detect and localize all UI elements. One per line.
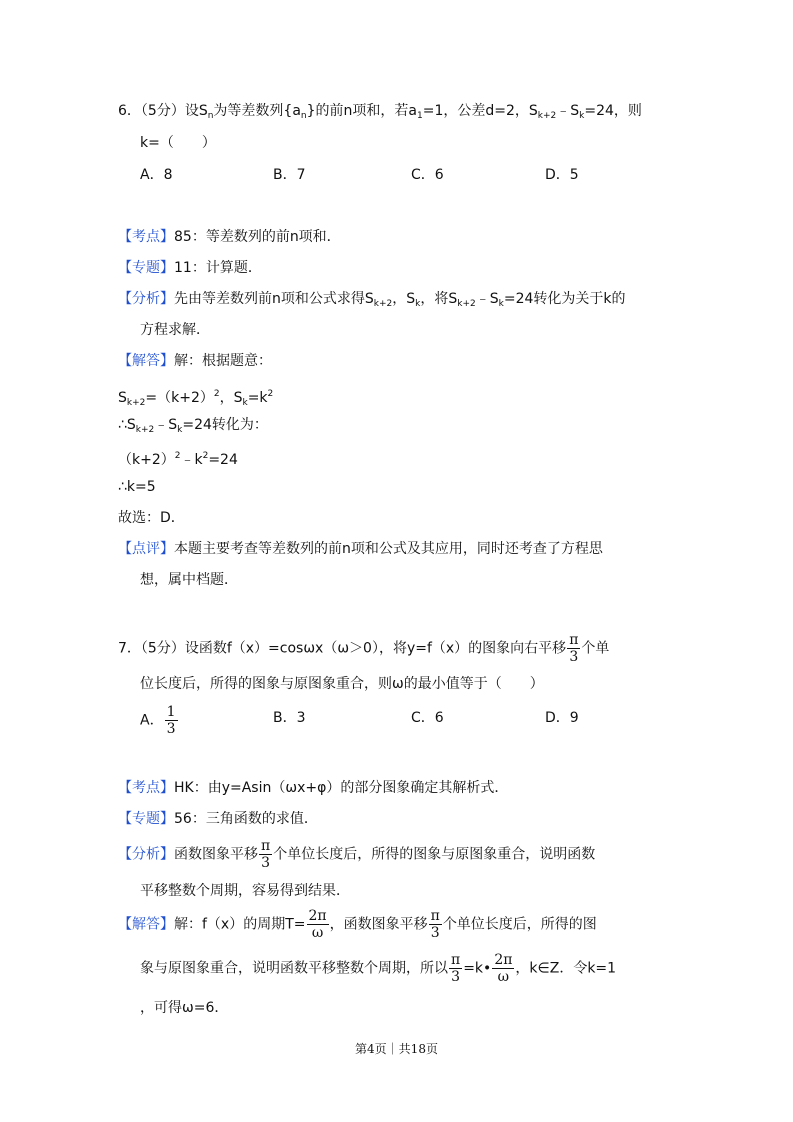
- q7-jieda-line2: 象与原图象重合，说明函数平移整数个周期，所以 $\frac{\pi}{3}$ =k• $\frac{2\pi}{\omega}$ ，k∈Z．令k=1: [140, 952, 617, 985]
- q7-fenxi-line2: 平移整数个周期，容易得到结果．: [140, 883, 350, 899]
- q7-jieda: 【解答】解：f（x）的周期T= $\frac{2\pi}{\omega}$ ，函数图象平移 $\frac{\pi}{3}$ 个单位长度后，所得的图: [118, 908, 597, 941]
- q7-fenxi: 【分析】函数图象平移 $\frac{\pi}{3}$ 个单位长度后，所得的图象与原图象重合，说明函数: [118, 838, 596, 871]
- q7-stem-line2: 位长度后，所得的图象与原图象重合，则ω的最小值等于（ ）: [140, 676, 544, 692]
- jieda-tag: 【解答】: [118, 353, 174, 369]
- q6-step2: $\therefore S_{k+2}﹣S_k=24$转化为：: [118, 417, 268, 435]
- q6-step4: ∴k=5: [118, 479, 156, 495]
- q7-kaodian: 【考点】HK：由y=Asin（ωx+φ）的部分图象确定其解析式．: [118, 780, 509, 796]
- q7-jieda-line3: ，可得ω=6．: [140, 1000, 229, 1016]
- kaodian-tag: 【考点】: [118, 780, 174, 796]
- q6-fenxi-line2: 方程求解．: [140, 322, 210, 338]
- q6-jieda: 【解答】解：根据题意：: [118, 353, 272, 369]
- q6-step3: $(k+2)^2﹣k^2=24$: [118, 451, 238, 468]
- fenxi-tag: 【分析】: [118, 291, 174, 307]
- q6-zhuanti: 【专题】11：计算题．: [118, 260, 262, 276]
- zhuanti-tag: 【专题】: [118, 811, 174, 827]
- fenxi-tag: 【分析】: [118, 846, 174, 863]
- q6-fenxi: 【分析】先由等差数列前n项和公式求得$S_{k+2}$，$S_k$，将$S_{k+2}﹣S_k=24$转化为关于k的: [118, 291, 626, 309]
- q7-option-d: D．9: [545, 710, 579, 726]
- q6-dianping: 【点评】本题主要考查等差数列的前n项和公式及其应用，同时还考查了方程思: [118, 541, 603, 557]
- q6-kaodian: 【考点】85：等差数列的前n项和．: [118, 229, 341, 245]
- q6-step1: $S_{k+2}=(k+2)^2$，$S_k=k^2$: [118, 389, 274, 408]
- zhuanti-tag: 【专题】: [118, 260, 174, 276]
- q7-option-c: C．6: [411, 710, 444, 726]
- q6-step5: 故选：D．: [118, 510, 185, 526]
- q6-dianping-line2: 想，属中档题．: [140, 572, 238, 588]
- page-footer: 第4页｜共18页: [355, 1042, 438, 1056]
- jieda-tag: 【解答】: [118, 916, 174, 933]
- q7-option-a: A． $\frac{1}{3}$: [140, 704, 176, 737]
- q6-option-a: A．8: [140, 167, 173, 183]
- q6-option-b: B．7: [273, 167, 306, 183]
- q6-option-d: D．5: [545, 167, 579, 183]
- q6-stem-line2: k=（ ）: [140, 135, 216, 151]
- q7-zhuanti: 【专题】56：三角函数的求值．: [118, 811, 318, 827]
- dianping-tag: 【点评】: [118, 541, 174, 557]
- q6-stem-line1: 6．（5分）设$S_n$为等差数列$\{a_n\}$的前n项和，若$a_1=1$，公差d=2，$S_{k+2}﹣S_k=24$，则: [118, 103, 642, 121]
- q7-stem-line1: 7．（5分）设函数f（x）=cosωx（ω＞0），将y=f（x）的图象向右平移 $\frac{\pi}{3}$ 个单: [118, 632, 610, 665]
- fraction-pi-over-3: $\frac{\pi}{3}$: [569, 632, 579, 665]
- q7-option-b: B．3: [273, 710, 306, 726]
- kaodian-tag: 【考点】: [118, 229, 174, 245]
- q6-option-c: C．6: [411, 167, 444, 183]
